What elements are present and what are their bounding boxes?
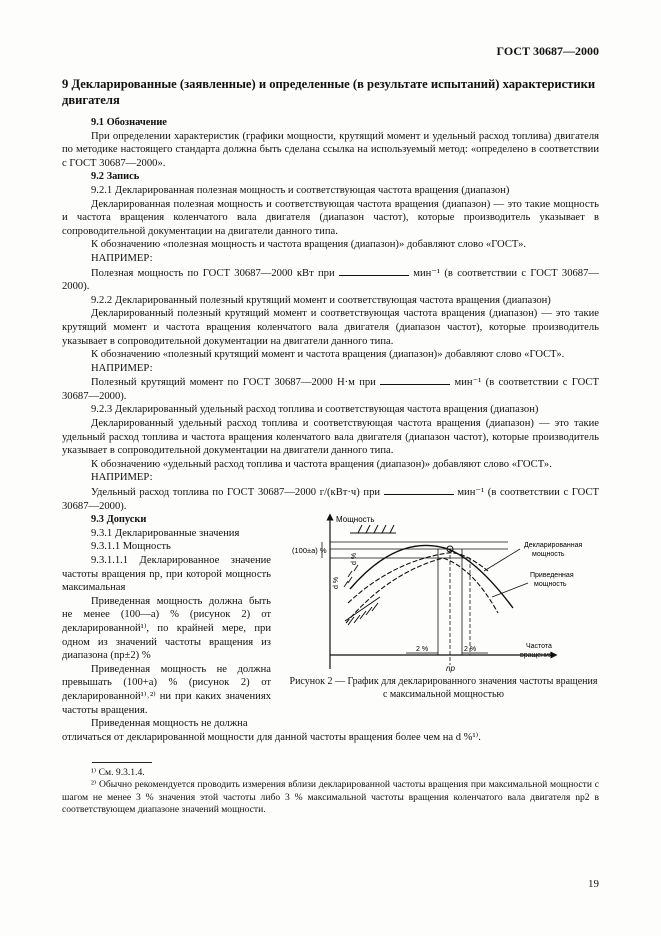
figure-caption: Рисунок 2 — График для декларированного значения частоты вращения с максимальной мощностью xyxy=(289,676,598,701)
power-curve-diagram xyxy=(288,513,599,673)
tolerance-block xyxy=(62,513,599,731)
clause-9-2-2-text: Декларированный полезный крутящий момент и соответствующая частота вращения (диапазон) — это такие крутящий момент и частота вращения коленчатого вала двигателя (диапазон частот), которые производитель указывает в сопроводительной документации на двигатели данного типа. xyxy=(62,308,599,347)
example-9-2-3: Удельный расход топлива по ГОСТ 30687—2000 г/(кВт·ч) при мин⁻¹ (в соответствии с ГОСТ 30687—2000). xyxy=(62,487,599,512)
footnote-1: ¹⁾ См. 9.3.1.4. xyxy=(91,767,145,778)
fill-in-blank xyxy=(339,266,409,276)
footnote-rule xyxy=(92,762,152,763)
clause-9-2-3-mark: К обозначению «удельный расход топлива и частота вращения (диапазон)» добавляют слово «ГОСТ». xyxy=(91,458,552,470)
example-9-2-2: Полезный крутящий момент по ГОСТ 30687—2000 Н·м при мин⁻¹ (в соответствии с ГОСТ 30687—2000). xyxy=(62,377,599,402)
example-label-3: НАПРИМЕР: xyxy=(91,472,153,484)
clause-9-2-2-mark: К обозначению «полезный крутящий момент и частота вращения (диапазон)» добавляют слово «ГОСТ». xyxy=(91,349,565,361)
declared-label-2: мощность xyxy=(532,551,565,559)
clause-9-2-3-text: Декларированный удельный расход топлива и соответствующая частота вращения (диапазон) — это такие удельный расход топлива и частота вращения коленчатого вала двигателя (диапазон частот), которые производитель указывает в сопроводительной документации на двигатели данного типа. xyxy=(62,418,599,457)
clause-9-3-1-1-1: 9.3.1.1.1 Декларированное значение частоты вращения nр, при которой мощность максимальная xyxy=(62,555,271,594)
page-number: 19 xyxy=(588,878,599,890)
example-label-1: НАПРИМЕР: xyxy=(91,252,153,264)
subsection-title-9-3: 9.3 Допуски xyxy=(91,514,147,526)
reduced-power-curve-lower xyxy=(346,558,498,623)
clause-9-2-1-head: 9.2.1 Декларированная полезная мощность и соответствующая частота вращения (диапазон) xyxy=(91,184,510,196)
footnote-2: ²⁾ Обычно рекомендуется проводить измерения вблизи декларированной частоты вращения при максимальной мощности с шагом не менее 3 % значения этой частоты либо 3 % максимальной частоты вращения коленчатого вала двигателя nр2 в соответствующем диапазоне значений мощности. xyxy=(62,779,599,816)
y-axis-label: Мощность xyxy=(336,515,375,525)
subsection-title-9-1: 9.1 Обозначение xyxy=(91,117,167,128)
hatching xyxy=(345,525,396,625)
clause-9-3-1-1: 9.3.1.1 Мощность xyxy=(91,541,171,553)
example-label-2: НАПРИМЕР: xyxy=(91,362,153,374)
clause-9-2-1-mark: К обозначению «полезная мощность и частота вращения (диапазон)» добавляют слово «ГОСТ». xyxy=(91,239,527,251)
clause-9-3-1: 9.3.1 Декларированные значения xyxy=(91,527,240,539)
tolerance-paragraph-2: Приведенная мощность не должна превышать (100+a) % (рисунок 2) от декларированной¹⁾˒²⁾ ни при каких значениях частоты вращения. xyxy=(62,663,271,716)
pct-right-label: 2 % xyxy=(464,646,477,654)
subsection-title-9-2: 9.2 Запись xyxy=(91,171,140,183)
clause-9-2-3-head: 9.2.3 Декларированный удельный расход топлива и соответствующая частота вращения (диапазон) xyxy=(91,404,539,416)
tolerance-paragraph-3-start: Приведенная мощность не должна xyxy=(91,718,248,730)
clause-9-2-2-head: 9.2.2 Декларированный полезный крутящий момент и соответствующая частота вращения (диапазон) xyxy=(91,294,551,306)
fill-in-blank xyxy=(384,485,454,495)
np-label: nр xyxy=(446,664,455,674)
tolerance-paragraph-1: Приведенная мощность должна быть не менее (100—a) % (рисунок 2) от декларированной¹⁾, по крайней мере, при одном из значений частоты вращения из диапазона (nр±2) % xyxy=(62,595,271,662)
example-9-2-1: Полезная мощность по ГОСТ 30687—2000 кВт при мин⁻¹ (в соответствии с ГОСТ 30687—2000). xyxy=(62,267,599,293)
declared-power-curve xyxy=(350,546,513,609)
declared-label-1: Декларированная xyxy=(524,542,583,550)
x-axis-label-2: вращения xyxy=(520,652,553,660)
reduced-label-1: Приведенная xyxy=(530,572,574,580)
pct-left-label: 2 % xyxy=(416,646,429,654)
document-header: ГОСТ 30687—2000 xyxy=(496,44,599,58)
x-axis-label-1: Частота xyxy=(526,643,552,651)
main-content xyxy=(62,76,599,744)
section-title: 9 Декларированные (заявленные) и определенные (в результате испытаний) характеристики двигателя xyxy=(62,77,596,107)
d-label-lower: d % xyxy=(333,577,340,590)
figure-2 xyxy=(288,513,599,701)
paragraph-9-1: При определении характеристик (графики мощности, крутящий момент и удельный расход топлива) двигателя по методике настоящего стандарта должна быть сделана ссылка на используемый метод: «определено в соответствии с ГОСТ 30687—2000». xyxy=(62,130,599,169)
footnotes xyxy=(62,767,599,817)
reduced-label-2: мощность xyxy=(534,581,567,589)
tolerance-text-column xyxy=(62,513,271,731)
fill-in-blank xyxy=(380,375,450,385)
d-label-upper: d % xyxy=(351,553,358,566)
band-label: (100±a) % xyxy=(292,546,327,556)
clause-9-2-1-text: Декларированная полезная мощность и соответствующая частота вращения (диапазон) — это такие мощность и частота вращения коленчатого вала двигателя (диапазон частот), которые производитель указывает в сопроводительной документации на двигатели данного типа. xyxy=(62,198,599,237)
tolerance-paragraph-3-rest: отличаться от декларированной мощности для данной частоты вращения более чем на d %¹⁾. xyxy=(62,731,481,743)
